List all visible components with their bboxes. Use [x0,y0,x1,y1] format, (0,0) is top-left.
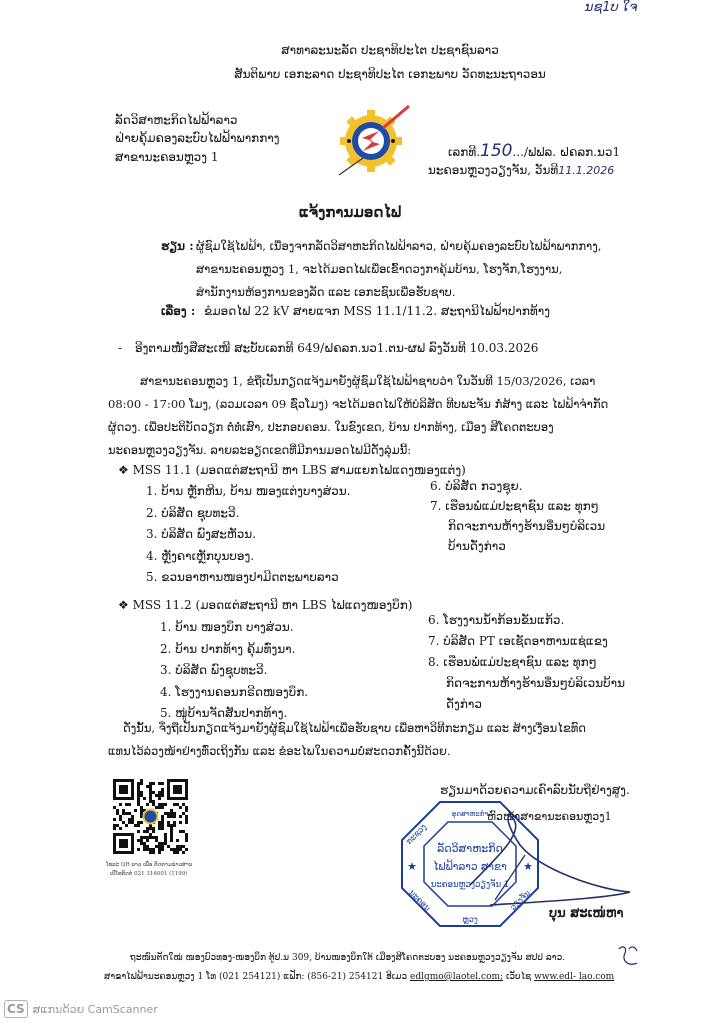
handwritten-signature [460,810,640,920]
stamp-center-line2: ໄຟຟ້າລາວ ສາຂາ [433,861,507,873]
qr-center-logo-icon [144,810,158,824]
list-item: 4. ຫຼັງຄາເຫຼັກບຸນບອງ. [146,548,255,563]
document-title: ແຈ້ງການມອດໄຟ [298,203,402,221]
list-item: 3. ບໍລິສັດ ພົງສະຫັວນ. [146,527,257,541]
list-item: ກິດຈະການຫ້າງຮ້ານອື່ນໆບໍລິເວນບ້ານ [446,676,626,690]
date-value: 11.1.2026 [558,164,615,177]
national-header-line2: ສັນຕິພາບ ເອກະລາດ ປະຊາທິປະໄຕ ເອກະພາບ ວັດທະນະຖາວອນ [234,67,546,81]
stamp-ring-text: ວຽງຈັນ [508,888,533,913]
subject-label: ເລື່ອງ : [161,304,196,318]
camscanner-text: ສແກນດ້ວຍ CamScanner [32,1002,158,1016]
place-date [428,162,614,179]
reference-number-suffix: /ຟຟລ. ຝຄລກ.ນວ1 [523,145,621,159]
list-item: 1. ບ້ານ ໜອງບຶກ ບາງສ່ວນ. [160,620,294,634]
qr-caption-line2: ເບີໂທຕິດຕໍ່ 021 316001 (1199) [110,871,188,877]
to-line1: ຜູ້ຊົມໃຊ້ໄຟຟ້າ, ເນື່ອງຈາກລັດວິສາຫະກິດໄຟຟ້າລາວ, ຝ່າຍຄຸ້ມຄອງລະບົບໄຟຟ້າພາກກາງ, [196,239,602,253]
reference-note-bullet: - [118,341,123,355]
footer-initials [615,943,643,975]
section-2-right-list [428,610,625,715]
list-item: 5. ໜູ່ບ້ານຈັດສັນປາກທ້າງ. [160,706,288,720]
to-line2: ສາຂານະຄອນຫຼວງ 1, ຈະໄດ້ມອດໄຟເພື່ອເຂົ້າດວງກາຄຸ້ມບ້ານ, ໂຮງຈັກ,ໂຮງງານ, [196,262,563,276]
place-date-prefix: ນະຄອນຫຼວງວຽງຈັນ, ວັນທີ [428,163,559,177]
list-item: 8. ເຮືອນພໍ່ແມ່ປະຊາຊົນ ແລະ ທຸກໆ [428,655,597,669]
closing-line1: ດັ່ງນັ້ນ, ຈຶ່ງຖືເປັນກຽດແຈ້ງມາຍັງຜູ້ຊົມໃຊ້ໄຟຟ້າເພື່ອຮັບຊາບ ເພື່ອຫາວິທີກະກຽມ ແລະ ສ້າງເງື່ອນໄຂທົດ [123,721,586,735]
section-2-left-list [160,617,308,725]
section-2-heading-text: MSS 11.2 (ມອດແຕ່ສະຖານີ ຫາ LBS ໄຟແດງໜອງບຶກ) [132,598,413,612]
camscanner-logo-icon: CS [4,1000,28,1018]
section-1-right-list [430,476,605,556]
footer-contact-text: ສາຂາໄຟຟ້ານະຄອນຫຼວງ 1 ໂທ (021 254121) ແຟັກ: (856-21) 254121 ອີເມວ [104,972,411,982]
organization-line2: ຝ່າຍຄຸ້ມຄອງລະບົບໄຟຟ້າພາກກາງ [115,131,280,145]
footer-contact [104,972,614,982]
stamp-ring-text: ກະຊວງ [404,822,429,847]
regards-text: ຮຽນມາດ້ວຍຄວາມເຄົາລົບນັບຖືຢ່າງສູງ. [440,783,630,797]
national-header-line1: ສາທາລະນະລັດ ປະຊາທິປະໄຕ ປະຊາຊົນລາວ [281,43,499,57]
section-1-heading-text: MSS 11.1 (ມອດແຕ່ສະຖານີ ຫາ LBS ສາມແຍກໄຟແດງໜອງແຕ່ງ) [132,463,466,477]
star-icon: ★ [407,860,417,873]
top-handwritten-annotation: ນຊ1ບ ໃຈ [585,0,638,15]
list-item: ກິດຈະການຫ້າງຮ້ານອື່ນໆບໍລິເວນ [448,519,606,533]
list-item: ບ້ານດັ່ງກ່າວ [448,539,506,553]
footer-web-label: ເວັບໄຊ [503,972,535,982]
list-item: 3. ບໍລິສັດ ພົງຊຸບທະວີ. [160,663,268,677]
list-item: 7. ເຮືອນພໍ່ແມ່ປະຊາຊົນ ແລະ ທຸກໆ [430,499,599,513]
stamp-ring-text: ອຸດສາຫະກໍາ [451,810,489,818]
signer-name: ບຸນ ສະເໜ່ຫາ [549,906,624,921]
diamond-bullet-icon: ❖ [118,598,129,612]
initials-icon [615,943,643,971]
to-label: ຮຽນ : [161,239,194,253]
list-item: 6. ບໍລິສັດ ກວງຊຸຍ. [430,479,523,493]
qr-caption-line1: ໂທລະ QR ລາວ ເພື່ອ ຕິດຕາມຂ່າວສານ [106,862,193,868]
reference-number-value: 150 [480,141,513,161]
footer-website-link[interactable]: www.edl- lao.com [534,972,615,982]
qr-code [113,779,188,859]
qr-code-icon [113,779,188,859]
signer-position: ຫົວໜ້າສາຂານະຄອນຫຼວງ1 [487,810,612,823]
list-item: 6. ໂຮງງານນໍ້າກ້ອນຂັນແກ້ວ. [428,613,565,627]
organization-line1: ລັດວິສາຫະກິດໄຟຟ້າລາວ [115,113,238,127]
camscanner-watermark [4,1000,158,1018]
footer-email-link[interactable]: edlgmo@laotel.com; [410,972,504,982]
list-item: 4. ໂຮງງານຄອນກຣີດໜອງບຶກ. [160,684,309,699]
footer-address: ຖະໜົນຕັດໃໝ່ ໜອງບົວທອງ-ໜອງບຶກ ຕູ້ປ.ນ 309, ບ້ານໜອງບຶກໃຕ້ ເມືອງສີໂຄດຕະບອງ ນະຄອນຫຼວງວຽງຈັນ ສປປ ລາວ. [130,953,566,963]
body-line3: ຜູ້ດວງ. ເພື່ອປະຕິບັດວຽກ ຕໍ່ທໍ່ເສົາ, ປະກອບຄອນ. ໃນຂົງເຂດ, ບ້ານ ປາກທ້າງ, ເມືອງ ສີໂຄດຕະບອງ [108,420,554,434]
closing-line2: ແທນໄວ້ລ່ວງໜ້າຢ່າງທົ່ວເຖິງກັນ ແລະ ຂໍອະໄພໃນຄວາມບໍ່ສະດວກຄັ້ງນີ້ດ້ວຍ. [108,744,451,758]
body-line2: 08:00 - 17:00 ໂມງ, (ລວມເວລາ 09 ຊົ່ວໂມງ) ຈະໄດ້ມອດໄຟໃຫ້ບໍລິສັດ ທີບພະຈັນ ກໍ່ສ້າງ ແລະ ໄຟຟ້າຈໍາກັດ [108,397,609,411]
list-item: 1. ບ້ານ ຫຼັກຫີນ, ບ້ານ ໜອງແຕ່ງບາງສ່ວນ. [146,484,351,498]
stamp-center-line1: ລັດວິສາຫະກິດ [437,842,503,855]
body-line4: ນະຄອນຫຼວງວຽງຈັນ. ລາຍລະອຽດເຂດທີ່ມີການມອດໄຟມີດັ່ງລຸ່ມນີ້: [108,443,412,457]
reference-note-text: ອີງຕາມໜັງສືສະເໜີ ສະບັບເລກທີ 649/ຝຄລກ.ນວ1.ຕນ-ຜຟ ລົງວັນທີ 10.03.2026 [135,341,539,355]
list-item: 5. ຂວນອາຫານໜອງປາມີດຕະພາບລາວ [146,570,339,584]
list-item: 2. ບ້ານ ປາກທ້າງ ຄຸ້ມທົ່ງນາ. [160,641,296,656]
stamp-ring-text: ນະຄອນ [407,887,433,913]
stamp-center-line3: ນະຄອນຫຼວງວຽງຈັນ 1 [430,880,510,890]
reference-number: ເລກທີ.150.../ຟຟລ. ຝຄລກ.ນວ1 [448,141,621,161]
list-item: 2. ບໍລິສັດ ຊຸບທະວີ. [146,505,240,520]
organization-line3: ສາຂານະຄອນຫຼວງ 1 [115,150,219,164]
diamond-bullet-icon: ❖ [118,463,129,477]
subject-text: ຂໍມອດໄຟ 22 kV ສາຍແຈກ MSS 11.1/11.2. ສະຖານີໄຟຟ້າປາກທ້າງ [204,304,551,318]
body-line1: ສາຂານະຄອນຫຼວງ 1, ຂໍຖືເປັນກຽດແຈ້ງມາຍັງຜູ້ຊົມໃຊ້ໄຟຟ້າຊາບວ່າ ໃນວັນທີ 15/03/2026, ເວລາ [140,374,596,388]
stamp-ring-text: ຫຼວງ [462,915,478,924]
edl-logo [333,103,413,178]
section-1-heading [118,462,466,478]
to-line3: ສໍານັກງານຫ້ອງການຂອງລັດ ແລະ ເອກະຊົນເພື່ອຮັບຊາບ. [196,285,456,299]
star-icon: ★ [523,860,533,873]
section-1-left-list [146,481,350,589]
reference-number-prefix: ເລກທີ [448,145,477,159]
edl-logo-icon [333,103,413,178]
section-2-heading [118,597,412,613]
list-item: ດັ່ງກ່າວ [446,697,482,711]
list-item: 7. ບໍລິສັດ PT ເອເຊັດອາຫານແຊ່ແຂງ [428,634,608,648]
